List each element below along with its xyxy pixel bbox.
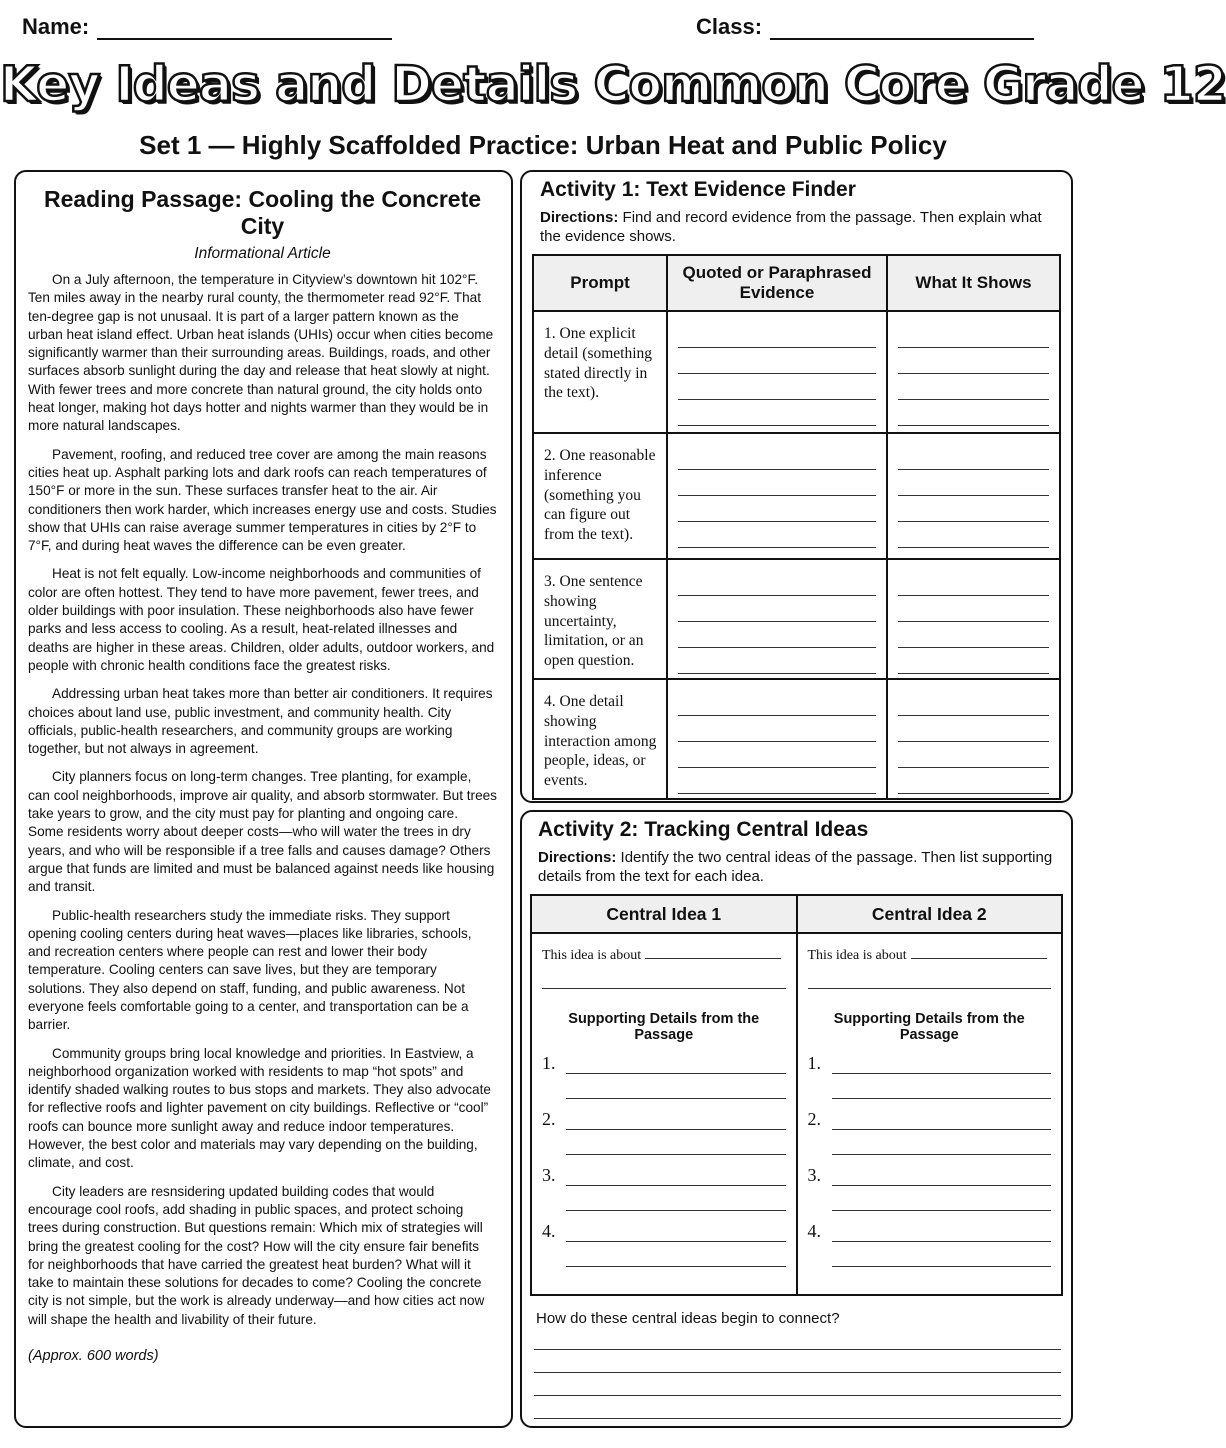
column-header: Quoted or Paraphrased Evidence — [667, 255, 887, 311]
prompt-cell: 3. One sentence showing uncertainty, limitation, or an open question. — [533, 559, 667, 679]
passage-paragraph: City planners focus on long-term changes. Tree planting, for example, can cool neighborhoods, improve air quality, and absorb stormwater. But trees take years to grow, and the city must pay for planting and ongoing care. Some residents worry about deeper costs—who will water the trees in dry years, and who will be responsible if a tree falls and causes damage? Others argue that funds are limited and must be balanced against needs like housing and transit. — [28, 769, 497, 895]
passage-paragraph: Addressing urban heat takes more than better air conditioners. It requires choices about land use, public investment, and community health. City officials, public-health researchers, and community groups are working together, but not always in agreement. — [28, 686, 493, 757]
answer-line[interactable] — [534, 1327, 1061, 1350]
passage-paragraph: Community groups bring local knowledge and priorities. In Eastview, a neighborhood organization worked with residents to map “hot spots” and identify shaded walking routes to bus stops and markets. They also advocate for reflective roofs and lighter pavement on city buildings. Reflective or “cool” roofs can bounce more sunlight away and reduce indoor temperatures. However, the best color and materials may vary depending on the building, climate, and cost. — [28, 1045, 491, 1171]
passage-heading: Reading Passage: Cooling the Concrete City — [43, 186, 482, 239]
central-idea-2-column — [797, 933, 1063, 1295]
column-header: Prompt — [533, 255, 667, 311]
directions-text: Find and record evidence from the passage. Then explain what the evidence shows. — [540, 209, 1042, 245]
detail-line[interactable]: 1. — [542, 1053, 786, 1074]
idea-about-field[interactable]: This idea is about — [808, 948, 1052, 964]
passage-paragraph: Public-health researchers study the immediate risks. They support opening cooling centers during heat waves—places like libraries, schools, and recreation centers where people can rest and lower their body temperature. Cooling centers can save lives, but they are temporary solutions. They also depend on staff, funding, and public awareness. Not everyone feels comfortable going to a center, and transportation can be a barrier. — [28, 907, 472, 1033]
activity1-title: Activity 1: Text Evidence Finder — [540, 178, 856, 201]
detail-line[interactable] — [832, 1242, 1052, 1267]
detail-line[interactable]: 4. — [808, 1221, 1052, 1242]
evidence-table — [532, 254, 1061, 800]
prompt-cell: 2. One reasonable inference (something you can figure out from the text). — [533, 433, 667, 559]
directions-label: Directions: — [540, 209, 619, 226]
connect-question: How do these central ideas begin to connect? — [536, 1310, 840, 1327]
evidence-writing-area[interactable] — [667, 311, 887, 433]
activity2-title: Activity 2: Tracking Central Ideas — [538, 818, 869, 841]
shows-writing-area[interactable] — [887, 311, 1060, 433]
shows-writing-area[interactable] — [887, 679, 1060, 799]
activity2-directions — [538, 848, 1063, 886]
column-header: Central Idea 1 — [531, 895, 797, 933]
class-label: Class: — [696, 14, 763, 39]
passage-paragraph: Heat is not felt equally. Low-income neighborhoods and communities of color are often hottest. They tend to have more pavement, fewer trees, and older buildings with poor insulation. These neighborhoods also have fewer parks and less access to cooling. As a result, heat-related illnesses and deaths are higher in these areas. Children, older adults, outdoor workers, and people with chronic health conditions face the greatest risks. — [28, 566, 495, 673]
passage-subheading: Informational Article — [194, 245, 331, 262]
worksheet-title: Key Ideas and Details Common Core Grade 12 — [0, 56, 1226, 113]
table-row — [533, 679, 1060, 799]
detail-line[interactable]: 4. — [542, 1221, 786, 1242]
shows-writing-area[interactable] — [887, 559, 1060, 679]
detail-line[interactable]: 2. — [808, 1109, 1052, 1130]
name-label: Name: — [22, 14, 90, 39]
table-row — [533, 433, 1060, 559]
detail-line[interactable] — [566, 1074, 786, 1099]
supporting-details-heading: Supporting Details from the Passage — [833, 1011, 1025, 1043]
prompt-cell: 4. One detail showing interaction among people, ideas, or events. — [533, 679, 667, 799]
evidence-writing-area[interactable] — [667, 559, 887, 679]
answer-line[interactable] — [534, 1350, 1061, 1373]
reading-passage-panel — [14, 170, 513, 1428]
idea-about-line[interactable] — [542, 964, 786, 989]
class-blank[interactable] — [770, 16, 1034, 40]
column-header: Central Idea 2 — [797, 895, 1063, 933]
evidence-writing-area[interactable] — [667, 433, 887, 559]
directions-label: Directions: — [538, 849, 617, 866]
activity1-panel — [520, 170, 1073, 803]
shows-writing-area[interactable] — [887, 433, 1060, 559]
passage-paragraph: On a July afternoon, the temperature in Cityview’s downtown hit 102°F. Ten miles away in the nearby rural county, the thermometer read 92°F. That ten-degree gap is not unusaal. It is part of a larger pattern known as the urban heat island effect. Urban heat islands (UHIs) occur when cities become significantly warmer than their surrounding areas. Buildings, roads, and other surfaces absorb sunlight during the day and release that heat slowly at night. With fewer trees and more concrete than natural ground, the city holds onto heat longer, making hot days hotter and nights warmer than they would be in more natural landscapes. — [28, 272, 494, 434]
detail-line[interactable] — [832, 1186, 1052, 1211]
class-field[interactable] — [696, 14, 1034, 40]
detail-line[interactable] — [566, 1186, 786, 1211]
column-header: What It Shows — [887, 255, 1060, 311]
detail-line[interactable] — [832, 1074, 1052, 1099]
detail-line[interactable] — [832, 1130, 1052, 1155]
name-blank[interactable] — [97, 16, 392, 40]
detail-line[interactable] — [566, 1242, 786, 1267]
answer-line[interactable] — [534, 1396, 1061, 1419]
prompt-cell: 1. One explicit detail (something stated directly in the text). — [533, 311, 667, 433]
evidence-writing-area[interactable] — [667, 679, 887, 799]
idea-about-line[interactable] — [808, 964, 1052, 989]
table-row — [533, 311, 1060, 433]
passage-paragraph: Pavement, roofing, and reduced tree cover are among the main reasons cities heat up. Asphalt parking lots and dark roofs can reach temperatures of 150°F or more in the sun. These surfaces transfer heat to the air. Air conditioners then work harder, which increases energy use and costs. Studies show that UHIs can raise average summer temperatures in cities by 2°F to 7°F, and during heat waves the difference can be even greater. — [28, 446, 497, 554]
word-count: (Approx. 600 words) — [28, 1348, 159, 1365]
answer-line[interactable] — [534, 1373, 1061, 1396]
worksheet-subtitle: Set 1 — Highly Scaffolded Practice: Urban Heat and Public Policy — [139, 130, 947, 160]
activity2-panel — [520, 810, 1073, 1428]
activity1-directions — [540, 208, 1061, 246]
table-row — [533, 559, 1060, 679]
detail-line[interactable] — [566, 1130, 786, 1155]
name-field[interactable] — [22, 14, 392, 40]
idea-about-field[interactable]: This idea is about — [542, 948, 786, 964]
central-idea-1-column — [531, 933, 797, 1295]
passage-paragraph: City leaders are resnsidering updated building codes that would encourage cool roofs, add shading in public spaces, and protect schoing trees during construction. But questions remain: Which mix of strategies will bring the greatest cooling for the cost? How will the city ensure fair benefits for neighborhoods that have carried the greatest heat burden? What will it take to maintain these solutions for decades to come? Cooling the concrete city is not simple, but the work is already underway—and how cities act now will shape the health and livability of their future. — [28, 1183, 485, 1327]
detail-line[interactable]: 1. — [808, 1053, 1052, 1074]
central-ideas-table — [530, 894, 1063, 1296]
supporting-details-heading: Supporting Details from the Passage — [568, 1011, 760, 1043]
detail-line[interactable]: 2. — [542, 1109, 786, 1130]
detail-line[interactable]: 3. — [542, 1165, 786, 1186]
detail-line[interactable]: 3. — [808, 1165, 1052, 1186]
directions-text: Identify the two central ideas of the passage. Then list supporting details from the text for each idea. — [538, 849, 1053, 885]
